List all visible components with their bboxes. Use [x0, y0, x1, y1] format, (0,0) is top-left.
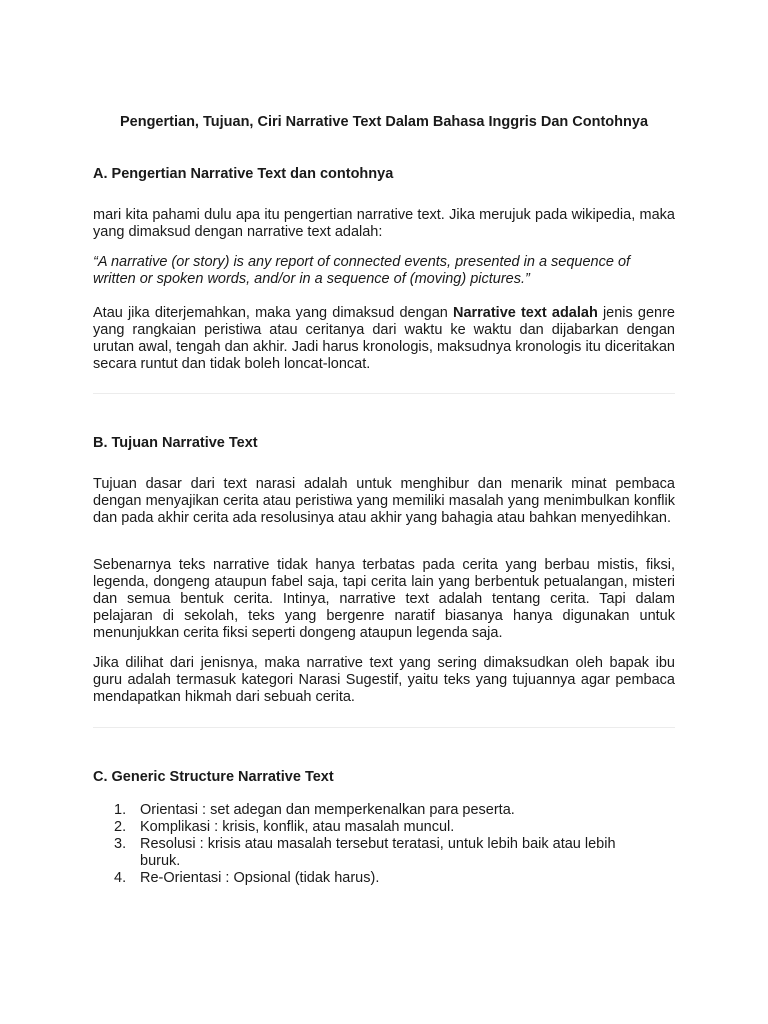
translation-rest: jenis genre yang rangkaian peristiwa atau ceritanya dari waktu ke waktu dan dijabarkan dengan urutan awal, tengah dan akhir. Jadi harus kronologis, maksudnya kronologis itu diceritakan secara runtut dan tidak boleh loncat-loncat. — [93, 305, 675, 372]
list-item-text: Resolusi : krisis atau masalah tersebut teratasi, untuk lebih baik atau lebih buruk. — [140, 836, 616, 869]
list-item — [93, 836, 650, 870]
section-divider — [93, 393, 675, 394]
list-item-number: 3. — [114, 836, 127, 852]
list-item-text: Orientasi : set adegan dan memperkenalkan para peserta. — [140, 802, 515, 818]
section-b-paragraph-1: Tujuan dasar dari text narasi adalah untuk menghibur dan menarik minat pembaca dengan menyajikan cerita atau peristiwa yang memiliki masalah yang menimbulkan konflik dan pada akhir cerita ada resolusinya atau akhir yang bahagia atau bahkan menyedihkan. — [93, 476, 675, 526]
generic-structure-list — [93, 802, 675, 887]
list-item-text: Re-Orientasi : Opsional (tidak harus). — [140, 870, 380, 886]
list-item — [93, 870, 650, 887]
list-item-number: 4. — [114, 870, 127, 886]
list-item-number: 1. — [114, 802, 127, 818]
translation-lead: Atau jika diterjemahkan, maka yang dimaksud dengan — [93, 305, 453, 321]
document-title: Pengertian, Tujuan, Ciri Narrative Text Dalam Bahasa Inggris Dan Contohnya — [119, 114, 649, 130]
list-item — [93, 819, 650, 836]
list-item-text: Komplikasi : krisis, konflik, atau masalah muncul. — [140, 819, 455, 835]
section-b-paragraph-3: Jika dilihat dari jenisnya, maka narrative text yang sering dimaksudkan oleh bapak ibu guru adalah termasuk kategori Narasi Sugestif, yaitu teks yang tujuannya agar pembaca mendapatkan hikmah dari sebuah cerita. — [93, 655, 675, 705]
narrative-text-definition-term: Narrative text adalah — [452, 305, 598, 321]
section-b-heading: B. Tujuan Narrative Text — [93, 435, 258, 451]
list-item — [93, 802, 650, 819]
section-a-heading: A. Pengertian Narrative Text dan contohnya — [93, 166, 394, 182]
section-c-heading: C. Generic Structure Narrative Text — [93, 769, 334, 785]
section-a-translation — [93, 305, 675, 373]
section-a-quote: “A narrative (or story) is any report of connected events, presented in a sequence of written or spoken words, and/or in a sequence of (moving) pictures.” — [93, 254, 631, 287]
section-divider — [93, 727, 675, 728]
section-a-intro: mari kita pahami dulu apa itu pengertian narrative text. Jika merujuk pada wikipedia, maka yang dimaksud dengan narrative text adalah: — [93, 207, 675, 240]
list-item-number: 2. — [114, 819, 127, 835]
section-b-paragraph-2: Sebenarnya teks narrative tidak hanya terbatas pada cerita yang berbau mistis, fiksi, legenda, dongeng ataupun fabel saja, tapi cerita lain yang berbentuk petualangan, misteri dan semua bentuk cerita. Intinya, narrative text adalah tentang cerita. Tapi dalam pelajaran di sekolah, teks yang bergenre naratif biasanya hanya digunakan untuk menunjukkan cerita fiksi seperti dongeng ataupun legenda saja. — [93, 557, 675, 641]
